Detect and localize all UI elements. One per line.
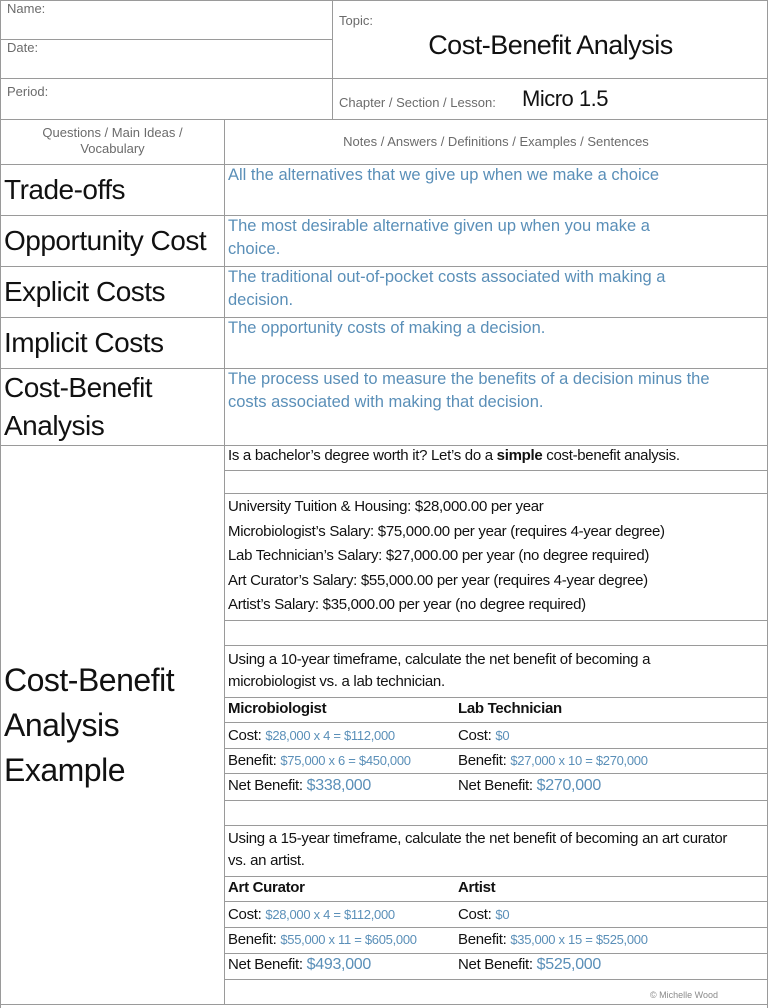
fact-item: Lab Technician’s Salary: $27,000.00 per year (no degree required): [228, 547, 650, 565]
scenario2-left-cost: Cost: $28,000 x 4 = $112,000: [228, 906, 395, 923]
scenario1-right-cost: Cost: $0: [458, 727, 510, 744]
fact-item: University Tuition & Housing: $28,000.00 per year: [228, 498, 544, 515]
topic-label: Topic:: [339, 13, 373, 28]
scenario1-left-title: Microbiologist: [228, 700, 327, 717]
scenario1-right-title: Lab Technician: [458, 700, 562, 717]
term-opportunity-cost: Opportunity Cost: [4, 225, 207, 256]
scenario1-right-benefit: Benefit: $27,000 x 10 = $270,000: [458, 752, 648, 769]
def-implicit-costs: The opportunity costs of making a decision.: [228, 319, 546, 337]
scenario2-left-benefit: Benefit: $55,000 x 11 = $605,000: [228, 931, 417, 948]
scenario1-left-net: Net Benefit: $338,000: [228, 777, 371, 794]
chapter-label: Chapter / Section / Lesson:: [339, 95, 496, 110]
facts-list: [228, 495, 665, 618]
def-trade-offs: All the alternatives that we give up when we make a choice: [228, 166, 660, 184]
name-label: Name:: [7, 1, 46, 16]
scenario2-right-net: Net Benefit: $525,000: [458, 956, 601, 973]
term-implicit-costs: Implicit Costs: [4, 327, 164, 358]
example-question: Is a bachelor’s degree worth it? Let’s do a simple cost-benefit analysis.: [228, 447, 680, 464]
scenario2-left-title: Art Curator: [228, 879, 305, 896]
page-title: Cost-Benefit Analysis: [428, 30, 673, 60]
scenario2-left-net: Net Benefit: $493,000: [228, 956, 371, 973]
footer-credit: © Michelle Wood: [650, 990, 718, 1000]
def-cost-benefit-analysis: The process used to measure the benefits of a decision minus the costs associated with making that decision.: [228, 370, 710, 411]
right-column-header: Notes / Answers / Definitions / Examples / Sentences: [343, 134, 649, 149]
term-trade-offs: Trade-offs: [4, 174, 126, 205]
fact-item: Artist’s Salary: $35,000.00 per year (no degree required): [228, 596, 586, 614]
term-explicit-costs: Explicit Costs: [4, 276, 166, 307]
scenario1-prompt: Using a 10-year timeframe, calculate the net benefit of becoming a microbiologist vs. a lab technician.: [228, 651, 651, 690]
def-explicit-costs: The traditional out-of-pocket costs associated with making a decision.: [228, 268, 666, 309]
date-label: Date:: [7, 40, 39, 55]
left-column-header: Questions / Main Ideas / Vocabulary: [42, 125, 183, 156]
scenario2-right-title: Artist: [458, 879, 496, 896]
fact-item: Art Curator’s Salary: $55,000.00 per year (requires 4-year degree): [228, 571, 648, 589]
period-label: Period:: [7, 84, 49, 99]
scenario2-right-benefit: Benefit: $35,000 x 15 = $525,000: [458, 931, 648, 948]
scenario1-left-benefit: Benefit: $75,000 x 6 = $450,000: [228, 752, 411, 769]
scenario1-right-net: Net Benefit: $270,000: [458, 777, 601, 794]
scenario2-prompt: Using a 15-year timeframe, calculate the net benefit of becoming an art curator vs. an artist.: [228, 830, 728, 869]
example-label: Cost-Benefit Analysis Example: [4, 662, 175, 788]
fact-item: Microbiologist’s Salary: $75,000.00 per year (requires 4-year degree): [228, 522, 665, 540]
scenario1-left-cost: Cost: $28,000 x 4 = $112,000: [228, 727, 395, 744]
scenario2-right-cost: Cost: $0: [458, 906, 510, 923]
lesson-value: Micro 1.5: [522, 86, 608, 111]
def-opportunity-cost: The most desirable alternative given up when you make a choice.: [228, 217, 650, 258]
term-cost-benefit-analysis: Cost-Benefit Analysis: [4, 372, 153, 441]
